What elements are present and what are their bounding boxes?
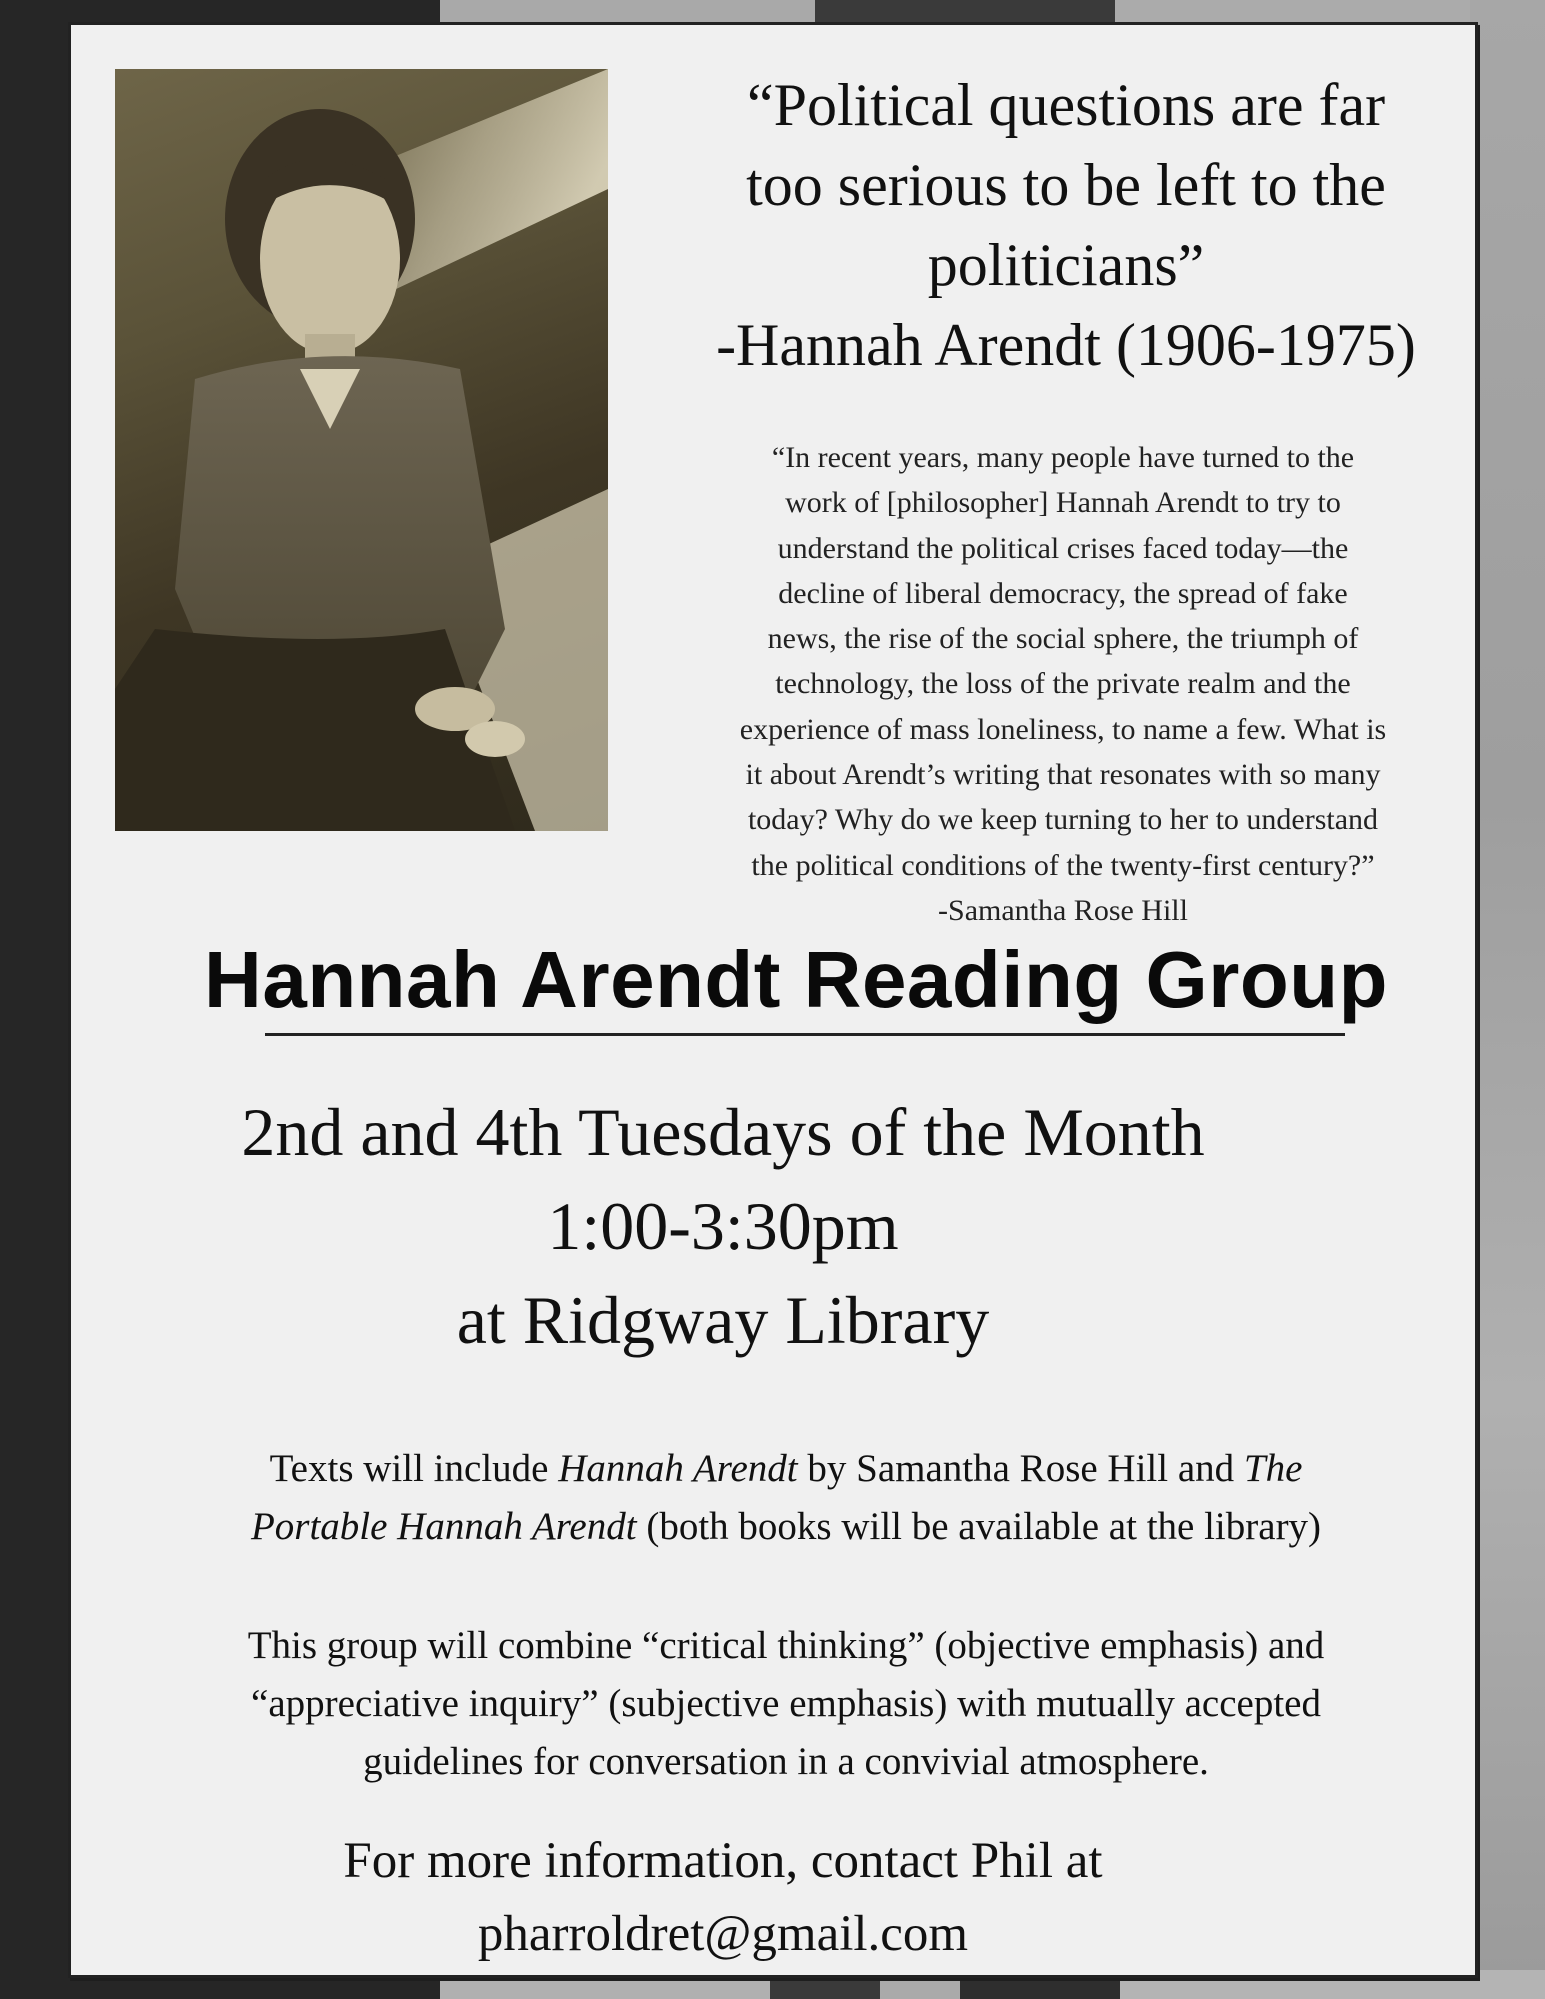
passage-line: the political conditions of the twenty-first century?”	[751, 848, 1375, 882]
quote-attribution: -Hannah Arendt (1906-1975)	[716, 312, 1416, 378]
schedule	[71, 1085, 1475, 1367]
passage-line: understand the political crises faced today—the	[777, 531, 1349, 565]
book-title: Portable Hannah Arendt	[250, 1505, 637, 1548]
texts-line	[131, 1498, 1441, 1556]
schedule-days: 2nd and 4th Tuesdays of the Month	[241, 1094, 1205, 1170]
passage-line: “In recent years, many people have turned to the	[771, 441, 1355, 474]
passage-attribution: -Samantha Rose Hill	[938, 893, 1188, 927]
texts-line	[131, 1440, 1441, 1498]
texts-text: by Samantha Rose Hill and	[797, 1447, 1244, 1490]
title-divider	[265, 1033, 1345, 1036]
quote-line: too serious to be left to the	[746, 152, 1386, 218]
contact-info	[71, 1825, 1475, 1971]
texts-text: Texts will include	[269, 1447, 559, 1490]
portrait-photo	[115, 69, 608, 831]
portrait-illustration	[115, 69, 608, 831]
page-title: Hannah Arendt Reading Group	[204, 935, 1388, 1024]
passage-line: technology, the loss of the private realm and the	[775, 667, 1351, 701]
hill-passage	[663, 435, 1463, 933]
contact-text: For more information, contact Phil at	[343, 1833, 1103, 1889]
texts-text: (both books will be available at the library)	[636, 1505, 1322, 1548]
texts-paragraph	[131, 1440, 1441, 1556]
passage-line: decline of liberal democracy, the spread of fake	[778, 576, 1348, 610]
passage-line: experience of mass loneliness, to name a few. What is	[739, 712, 1387, 746]
flyer-card	[68, 22, 1478, 1978]
description-line: This group will combine “critical thinking” (objective emphasis) and	[247, 1624, 1325, 1667]
book-title: The	[1243, 1447, 1303, 1490]
passage-line: work of [philosopher] Hannah Arendt to try to	[785, 486, 1341, 520]
contact-email[interactable]: pharroldret@gmail.com	[477, 1906, 969, 1962]
passage-line: news, the rise of the social sphere, the triumph of	[767, 622, 1359, 656]
passage-line: today? Why do we keep turning to her to understand	[747, 803, 1379, 837]
schedule-time: 1:00-3:30pm	[547, 1188, 899, 1264]
passage-line: it about Arendt’s writing that resonates with so many	[745, 758, 1381, 792]
quote-line: “Political questions are far	[746, 72, 1386, 138]
quote-line: politicians”	[927, 232, 1205, 298]
arendt-quote	[671, 65, 1461, 385]
description-line: “appreciative inquiry” (subjective emphasis) with mutually accepted	[251, 1682, 1321, 1725]
description-line: guidelines for conversation in a convivial atmosphere.	[363, 1740, 1209, 1783]
schedule-location: at Ridgway Library	[456, 1282, 990, 1358]
book-title: Hannah Arendt	[558, 1447, 798, 1490]
group-description	[121, 1617, 1451, 1791]
